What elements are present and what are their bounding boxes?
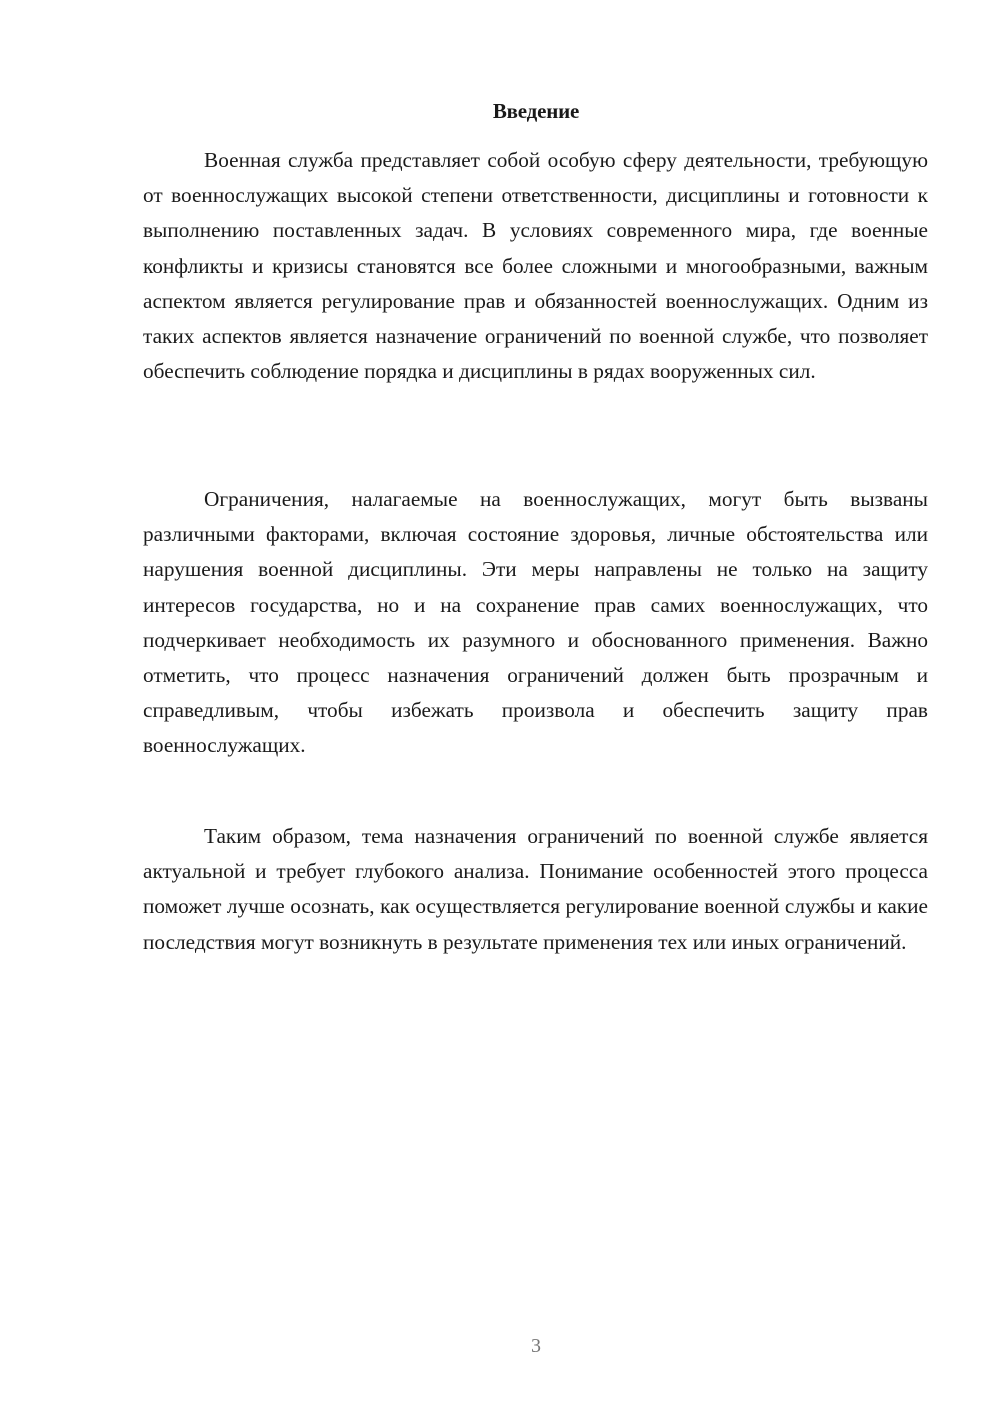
paragraph-restrictions: Ограничения, налагаемые на военнослужащих, могут быть вызваны различными факторами, включая состояние здоровья, личные обстоятельства или нарушения военной дисциплины. Эти меры направлены не только на защиту интересов государства, но и на сохранение прав самих военнослужащих, что подчеркивает необходимость их разумного и обоснованного применения. Важно отметить, что процесс назначения ограничений должен быть прозрачным и справедливым, чтобы избежать произвола и обеспечить защиту прав военнослужащих. <box>143 487 928 758</box>
paragraph-intro: Военная служба представляет собой особую сферу деятельности, требующую от военнослужащих высокой степени ответственности, дисциплины и готовности к выполнению поставленных задач. В условиях современного мира, где военные конфликты и кризисы становятся все более сложными и многообразными, важным аспектом является регулирование прав и обязанностей военнослужащих. Одним из таких аспектов является назначение ограничений по военной службе, что позволяет обеспечить соблюдение порядка и дисциплины в рядах вооруженных сил. <box>143 148 928 384</box>
paragraph-conclusion: Таким образом, тема назначения ограничений по военной службе является актуальной и требует глубокого анализа. Понимание особенностей этого процесса поможет лучше осознать, как осуществляется регулирование военной службы и какие последствия могут возникнуть в результате применения тех или иных ограничений. <box>143 824 928 954</box>
page-number: 3 <box>531 1335 541 1357</box>
section-heading: Введение <box>492 99 580 123</box>
